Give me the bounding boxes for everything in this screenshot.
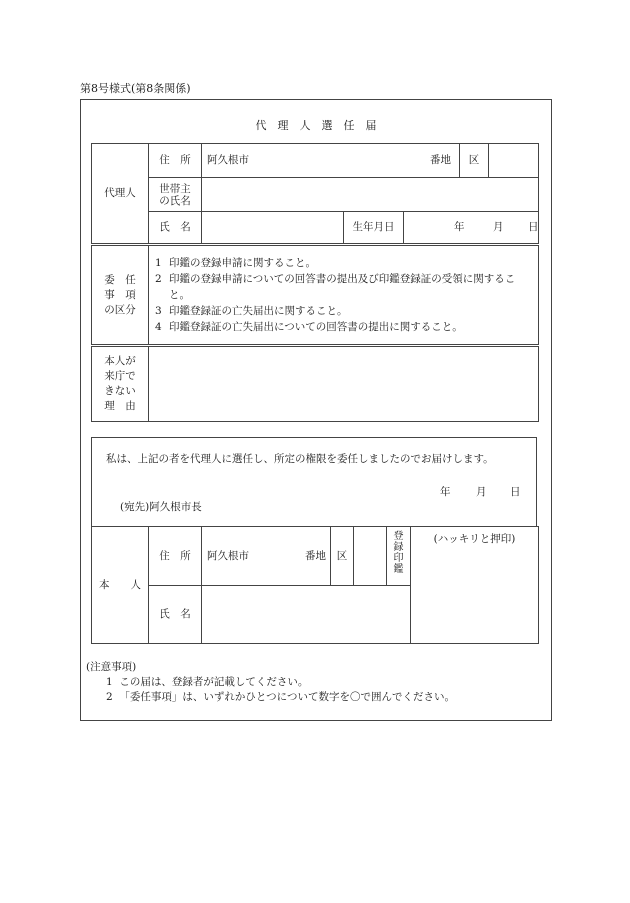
agent-banchi-label: 番地 <box>430 154 452 166</box>
principal-name-field[interactable] <box>202 586 411 644</box>
form-number: 第8号様式(第8条関係) <box>80 82 191 95</box>
agent-birthdate-label: 生年月日 <box>344 212 404 245</box>
reason-label-line-2: 来庁で <box>104 370 136 382</box>
agent-day-label: 日 <box>528 221 539 233</box>
notes-item: 1 この届は、登録者が記載してください。 <box>106 676 309 688</box>
reason-label-line-1: 本人が <box>104 355 136 367</box>
delegation-label-line-1: 委 任 <box>104 273 136 286</box>
reason-field[interactable] <box>149 346 539 422</box>
reason-label-line-3: きない <box>104 385 136 397</box>
agent-label: 代理人 <box>92 144 149 245</box>
principal-banchi-label: 番地 <box>305 549 326 562</box>
seal-note: (ハッキリと押印) <box>433 533 516 545</box>
delegation-item[interactable]: 4 印鑑登録証の亡失届出についての回答書の提出に関すること。 <box>155 321 463 333</box>
agent-address-label: 住 所 <box>149 144 202 178</box>
notes <box>86 660 546 705</box>
agent-year-label: 年 <box>454 221 465 233</box>
agent-householder-label <box>149 178 202 212</box>
agent-month-label: 月 <box>493 221 504 233</box>
delegation-label-line-2: 事 項 <box>104 288 136 301</box>
agent-ku-label: 区 <box>460 144 489 178</box>
agent-name-label: 氏 名 <box>149 212 202 245</box>
principal-ku-field[interactable] <box>354 527 387 586</box>
principal-address-city: 阿久根市 <box>207 549 249 562</box>
principal-address-label: 住 所 <box>149 527 202 586</box>
principal-label: 本 人 <box>92 527 149 644</box>
agent-table <box>91 143 539 422</box>
addressee: (宛先)阿久根市長 <box>120 501 202 513</box>
seal-field[interactable] <box>411 527 539 644</box>
agent-householder-field[interactable] <box>202 178 539 212</box>
seal-label: 登 録 印 鑑 <box>387 527 411 586</box>
delegation-items <box>149 245 539 346</box>
principal-address-field[interactable] <box>202 527 331 586</box>
agent-address-city: 阿久根市 <box>207 154 249 166</box>
agent-ku-field[interactable] <box>489 144 539 178</box>
principal-ku-label: 区 <box>331 527 354 586</box>
delegation-item[interactable]: 1 印鑑の登録申請に関すること。 <box>155 257 316 269</box>
delegation-label-line-3: の区分 <box>104 303 136 316</box>
reason-label <box>92 346 149 422</box>
declaration-day-label: 日 <box>510 486 521 498</box>
reason-label-line-4: 理 由 <box>104 400 136 412</box>
notes-item: 2 「委任事項」は、いずれかひとつについて数字を〇で囲んでください。 <box>106 691 455 703</box>
principal-name-label: 氏 名 <box>149 586 202 644</box>
declaration-month-label: 月 <box>476 486 487 498</box>
principal-table <box>91 526 539 644</box>
delegation-item[interactable]: 2 印鑑の登録申請についての回答書の提出及び印鑑登録証の受領に関すること。 <box>155 273 516 301</box>
form-title: 代理人選任届 <box>255 119 388 132</box>
delegation-label <box>92 245 149 346</box>
declaration-year-label: 年 <box>440 486 451 498</box>
householder-label-line-2: の氏名 <box>159 194 191 207</box>
notes-heading: (注意事項) <box>86 661 137 673</box>
agent-birthdate-field[interactable] <box>404 212 539 245</box>
delegation-item[interactable]: 3 印鑑登録証の亡失届出に関すること。 <box>155 305 348 317</box>
agent-address-field[interactable] <box>202 144 460 178</box>
agent-name-field[interactable] <box>202 212 344 245</box>
householder-label-line-1: 世帯主 <box>159 182 191 195</box>
declaration-text: 私は、上記の者を代理人に選任し、所定の権限を委任しましたのでお届けします。 <box>106 453 494 465</box>
